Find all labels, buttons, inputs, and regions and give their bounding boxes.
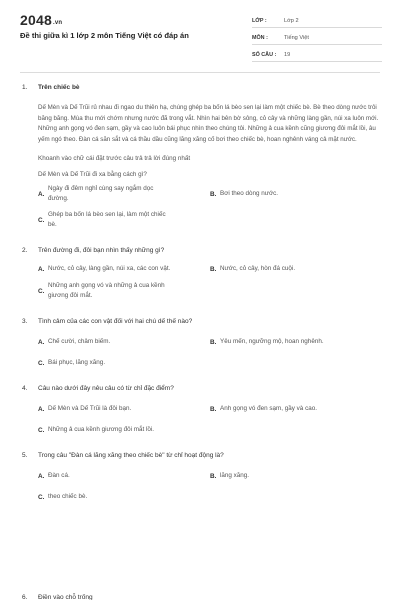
option-row [38,425,382,435]
question-number: 3. [22,318,28,326]
meta-row-subject [252,30,382,45]
option-c[interactable] [38,358,210,368]
option-text: theo chiếc bè. [48,493,88,501]
meta-row-count [252,47,382,62]
question-header [22,385,382,392]
option-letter: B. [210,472,217,480]
option-text: Nước, cỏ cây, hòn đá cuội. [220,265,296,273]
option-row [38,184,382,204]
option-row [38,358,382,368]
option-letter: C. [38,493,45,501]
option-row [38,471,382,481]
option-letter: A. [38,265,45,273]
instruction: Khoanh vào chữ cái đặt trước câu trả trả lời đúng nhất [38,155,191,163]
option-text: Bái phục, lăng xăng. [48,359,106,367]
question-title: Trên đường đi, đôi bạn nhìn thấy những gì? [38,247,165,255]
question-title: Điền vào chỗ trống [38,594,93,600]
option-c[interactable] [38,281,210,301]
answer-options [38,264,382,301]
option-text: Bơi theo dòng nước. [220,190,278,198]
question-3 [22,318,382,368]
option-letter: B. [210,265,217,273]
option-text: Những anh gọng vó và những ả cua kềnh giương đôi mắt. [48,282,165,300]
answer-options [38,337,382,368]
question-6 [22,594,93,600]
question-header [22,84,382,91]
meta-value: Tiếng Việt [284,35,309,41]
reading-passage: Dế Mèn và Dế Trũi rủ nhau đi ngao du thiên hạ, chúng ghép ba bốn lá bèo sen lại làm một chiếc bè. Bè theo dòng nước trôi băng băng. Mùa thu mới chớm nhưng nước đã trong vắt. Nhìn hai bên bờ sông, cỏ cây và những làng gần, núi xa luôn mới. Những anh gọng vó đen sạm, gầy và cao luôn bái phục nhìn theo chúng tôi. Những ả cua kềnh cũng giương đôi mắt lồi, âu yếm ngó theo. Đàn cá săn sắt và cá thầu dầu cũng lăng xăng cố bơi theo chiếc bè, hoan nghênh váng cả mặt nước. [38,104,379,143]
sub-question: Dế Mèn và Dế Trũi đi xa bằng cách gì? [38,171,147,179]
question-header [22,247,382,254]
option-text: Yêu mến, ngưỡng mộ, hoan nghênh. [220,338,324,346]
question-number: 6. [22,594,28,600]
question-title: Tình cảm của các con vật đối với hai chú dế thế nào? [38,318,193,326]
meta-value: Lớp 2 [284,18,299,24]
option-text: Những ả cua kềnh giương đôi mắt lồi. [48,426,155,434]
question-number: 1. [22,84,28,91]
option-a[interactable] [38,337,210,347]
option-row [38,210,382,230]
option-text: Ngày đi đêm nghỉ cùng say ngắm dọc đường. [48,185,154,203]
option-letter: A. [38,405,45,413]
answer-options [38,471,382,502]
question-title: Câu nào dưới đây nêu câu có từ chỉ đặc điểm? [38,385,174,393]
option-letter: C. [38,216,45,224]
question-number: 2. [22,247,28,255]
question-1 [22,84,382,230]
option-text: Dế Mèn và Dế Trũi là đôi bạn. [48,405,132,413]
question-number: 5. [22,452,28,460]
option-c[interactable] [38,210,210,230]
question-5 [22,452,382,502]
meta-row-class [252,13,382,28]
answer-options [38,184,382,230]
question-title: Trong câu "Đàn cá lăng xăng theo chiếc bè" từ chỉ hoạt động là? [38,452,224,460]
option-row [38,404,382,414]
option-letter: A. [38,190,45,198]
page-header [0,0,400,62]
question-4 [22,385,382,435]
option-a[interactable] [38,184,210,204]
option-c[interactable] [38,492,210,502]
option-b[interactable] [210,404,382,414]
site-logo[interactable]: 2048.vn [20,12,63,28]
question-header [22,452,382,459]
option-letter: C. [38,426,45,434]
option-c[interactable] [38,425,298,435]
answer-options [38,404,382,435]
option-letter: A. [38,338,45,346]
header-divider [20,72,380,73]
question-header [22,318,382,325]
option-row [38,492,382,502]
option-a[interactable] [38,264,210,274]
option-letter: A. [38,472,45,480]
option-letter: B. [210,405,217,413]
option-b[interactable] [210,189,382,199]
option-b[interactable] [210,337,382,347]
option-letter: B. [210,190,217,198]
meta-label: SỐ CÂU : [252,52,277,58]
option-row [38,264,382,274]
option-row [38,281,382,301]
option-a[interactable] [38,404,210,414]
exam-meta [252,13,382,62]
option-text: Ghép ba bốn lá bèo sen lại, làm một chiếc bè. [48,211,166,229]
option-letter: B. [210,338,217,346]
option-b[interactable] [210,264,382,274]
question-title: Trên chiếc bè [38,84,80,91]
option-text: Nước, cỏ cây, làng gần, núi xa, các con vật. [48,265,171,273]
option-text: Đàn cá. [48,472,70,480]
document-title: Đề thi giữa kì 1 lớp 2 môn Tiếng Việt có đáp án [20,31,189,40]
questions-list [22,78,382,502]
option-b[interactable] [210,471,382,481]
meta-label: MÔN : [252,35,268,41]
option-letter: C. [38,287,45,295]
option-text: Chế cười, châm biếm. [48,338,111,346]
question-number: 4. [22,385,28,393]
option-a[interactable] [38,471,210,481]
meta-value: 19 [284,52,291,58]
option-letter: C. [38,359,45,367]
option-row [38,337,382,347]
question-header [22,594,93,600]
option-text: lăng xăng. [220,472,250,480]
option-text: Anh gọng vó đen sạm, gầy và cao. [220,405,317,413]
meta-label: LỚP : [252,18,267,24]
question-2 [22,247,382,301]
